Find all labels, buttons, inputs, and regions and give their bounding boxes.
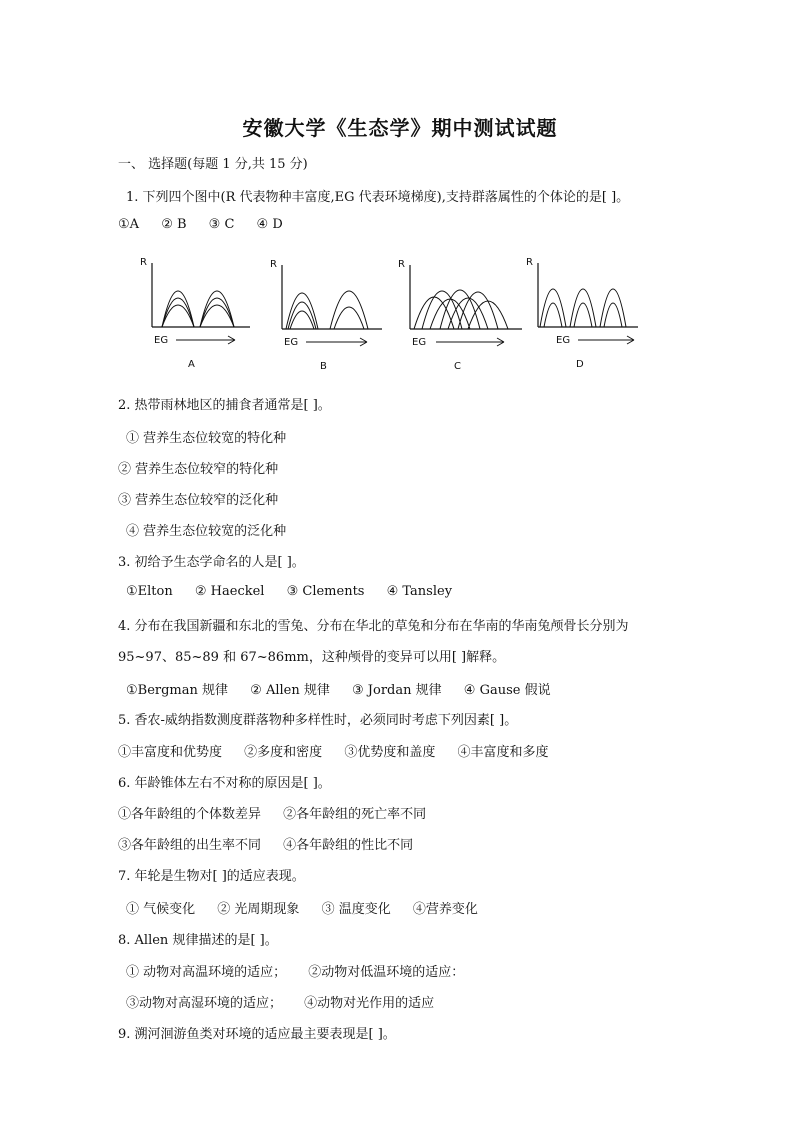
option: ① 动物对高温环境的适应； xyxy=(126,965,287,980)
question-3: 3. 初给予生态学命名的人是[ ]。 xyxy=(118,555,305,570)
curve xyxy=(604,303,622,327)
curve xyxy=(574,303,592,327)
figure-c-caption: C xyxy=(454,361,461,372)
question-2-option-1: ① 营养生态位较宽的特化种 xyxy=(126,431,287,446)
option: ② B xyxy=(161,217,187,232)
option: ③动物对高湿环境的适应； xyxy=(126,996,283,1011)
q1-figures-svg xyxy=(130,255,650,380)
question-8-options-row-2 xyxy=(126,992,452,1011)
section-heading: 一、 选择题(每题 1 分,共 15 分) xyxy=(118,157,308,172)
option: ④ D xyxy=(256,217,283,232)
option: ③ 温度变化 xyxy=(321,902,391,917)
question-8: 8. Allen 规律描述的是[ ]。 xyxy=(118,933,278,948)
option: ③ Clements xyxy=(286,584,365,599)
curve xyxy=(290,311,314,329)
question-8-options-row-1 xyxy=(126,961,482,980)
curve xyxy=(414,297,454,329)
question-5: 5. 香农-威纳指数测度群落物种多样性时，必须同时考虑下列因素[ ]。 xyxy=(118,713,518,728)
question-6-options-row-1 xyxy=(118,803,444,822)
question-9: 9. 溯河洄游鱼类对环境的适应最主要表现是[ ]。 xyxy=(118,1027,396,1042)
option: ③ Jordan 规律 xyxy=(352,683,442,698)
option: ④动物对光作用的适应 xyxy=(304,996,435,1011)
curve xyxy=(600,289,626,327)
option: ②多度和密度 xyxy=(244,745,323,760)
option: ④营养变化 xyxy=(412,902,478,917)
question-2-option-4: ④ 营养生态位较宽的泛化种 xyxy=(126,524,287,539)
exam-title: 安徽大学《生态学》期中测试试题 xyxy=(242,116,558,140)
curve xyxy=(468,301,508,329)
curve xyxy=(200,298,234,327)
option: ①Bergman 规律 xyxy=(126,683,229,698)
option: ②动物对低温环境的适应： xyxy=(308,965,465,980)
question-4: 4. 分布在我国新疆和东北的雪兔、分布在华北的草兔和分布在华南的华南兔颅骨长分别为 xyxy=(118,619,629,634)
curve xyxy=(162,298,194,327)
figure-d xyxy=(526,257,638,370)
question-5-options xyxy=(118,741,566,760)
question-2-option-2: ② 营养生态位较窄的特化种 xyxy=(118,462,279,477)
option: ①Elton xyxy=(126,584,173,599)
curve xyxy=(162,291,194,327)
option: ③ C xyxy=(208,217,235,232)
question-2-option-3: ③ 营养生态位较窄的泛化种 xyxy=(118,493,279,508)
figure-b-caption: B xyxy=(320,361,327,372)
option: ①各年龄组的个体数差异 xyxy=(118,807,262,822)
curve xyxy=(200,291,234,327)
figure-d-caption: D xyxy=(576,359,584,370)
option: ① 气候变化 xyxy=(126,902,196,917)
question-2: 2. 热带雨林地区的捕食者通常是[ ]。 xyxy=(118,398,331,413)
option: ② Haeckel xyxy=(194,584,265,599)
option: ①A xyxy=(118,217,140,232)
question-7: 7. 年轮是生物对[ ]的适应表现。 xyxy=(118,869,305,884)
figure-c xyxy=(398,259,522,372)
question-4-options xyxy=(126,679,569,698)
option: ②各年龄组的死亡率不同 xyxy=(283,807,427,822)
question-1-options xyxy=(118,217,301,232)
option: ④ Gause 假说 xyxy=(463,683,551,698)
figure-b xyxy=(270,259,382,372)
curve xyxy=(458,292,498,329)
question-3-options xyxy=(126,584,470,599)
figure-a xyxy=(140,257,250,370)
q1-figures xyxy=(130,255,650,380)
question-6: 6. 年龄锥体左右不对称的原因是[ ]。 xyxy=(118,776,331,791)
question-6-options-row-2 xyxy=(118,834,431,853)
figure-a-y-label: R xyxy=(140,257,147,268)
figure-d-x-label: EG xyxy=(556,335,571,346)
figure-b-y-label: R xyxy=(270,259,277,270)
figure-a-x-label: EG xyxy=(154,335,169,346)
figure-c-x-label: EG xyxy=(412,337,427,348)
question-1: 1. 下列四个图中(R 代表物种丰富度,EG 代表环境梯度),支持群落属性的个体论的是[ ]。 xyxy=(126,190,630,205)
curve xyxy=(570,289,596,327)
figure-c-y-label: R xyxy=(398,259,405,270)
curve xyxy=(544,303,562,327)
option: ④ Tansley xyxy=(386,584,453,599)
option: ③各年龄组的出生率不同 xyxy=(118,838,262,853)
option: ③优势度和盖度 xyxy=(344,745,436,760)
option: ④丰富度和多度 xyxy=(457,745,549,760)
option: ④各年龄组的性比不同 xyxy=(283,838,414,853)
figure-a-caption: A xyxy=(188,359,195,370)
option: ② Allen 规律 xyxy=(250,683,330,698)
curve xyxy=(334,307,364,329)
question-7-options xyxy=(126,898,496,917)
figure-d-y-label: R xyxy=(526,257,533,268)
option: ①丰富度和优势度 xyxy=(118,745,223,760)
curve xyxy=(540,289,566,327)
figure-b-x-label: EG xyxy=(284,337,299,348)
question-4-continued: 95~97、85~89 和 67~86mm，这种颅骨的变异可以用[ ]解释。 xyxy=(118,650,506,665)
option: ② 光周期现象 xyxy=(217,902,300,917)
